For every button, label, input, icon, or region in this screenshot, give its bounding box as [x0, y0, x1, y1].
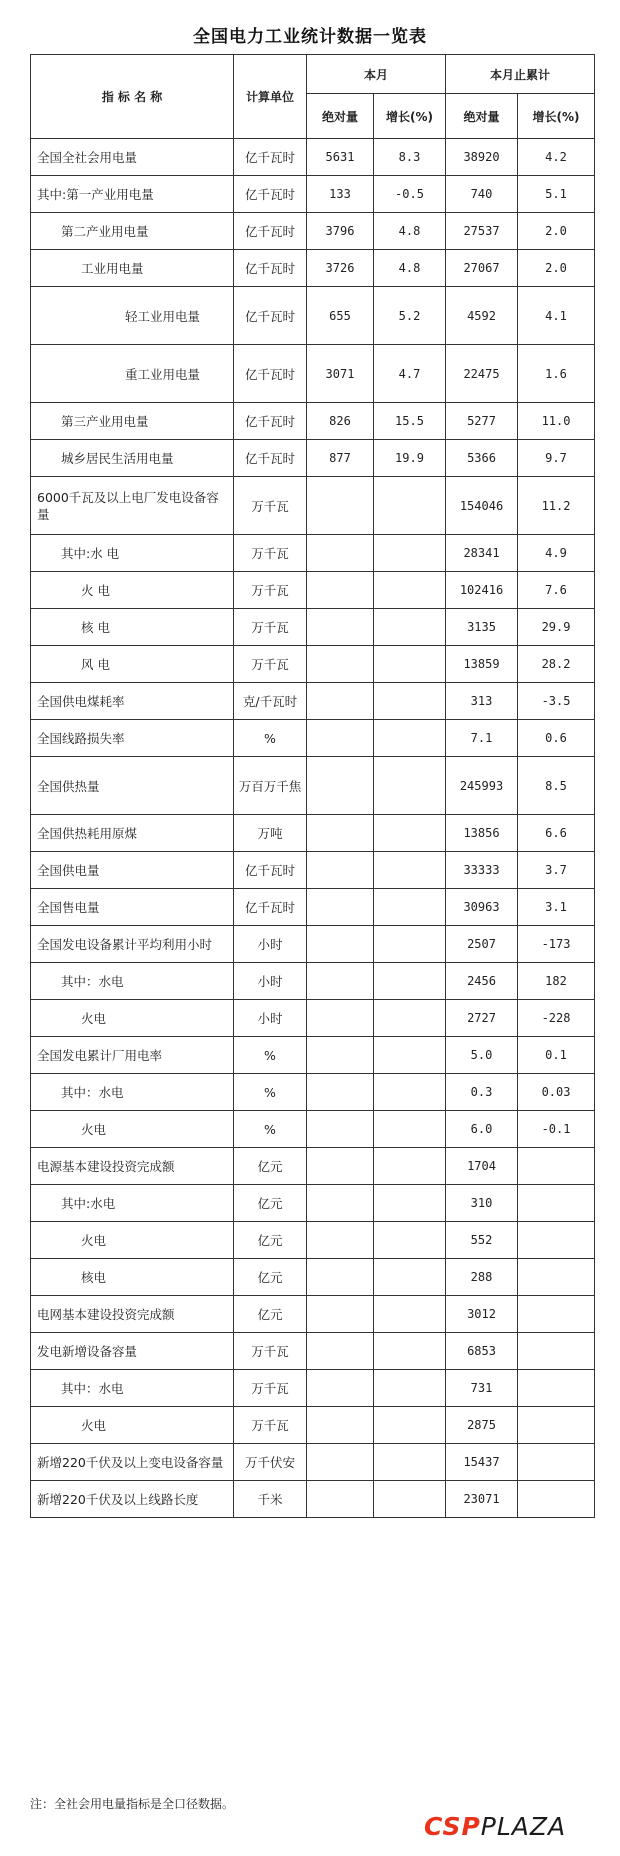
row-cumulative-absolute: 552 [446, 1222, 518, 1259]
row-label-text: 全国全社会用电量 [37, 150, 138, 165]
row-cumulative-absolute: 38920 [446, 139, 518, 176]
row-month-growth [374, 1222, 446, 1259]
row-month-absolute [307, 1333, 374, 1370]
row-label [31, 1037, 234, 1074]
row-cumulative-growth [518, 1148, 595, 1185]
row-month-growth [374, 1333, 446, 1370]
row-label [31, 1111, 234, 1148]
table-row [31, 1333, 595, 1370]
row-label-text: 全国供热耗用原煤 [37, 826, 138, 841]
row-unit: 亿元 [234, 1185, 307, 1222]
row-label-text: 发电新增设备容量 [37, 1344, 138, 1359]
row-label [31, 1296, 234, 1333]
row-month-growth [374, 720, 446, 757]
table-row [31, 250, 595, 287]
row-label-text: 火电 [81, 1418, 107, 1433]
row-month-growth [374, 815, 446, 852]
row-cumulative-absolute: 5.0 [446, 1037, 518, 1074]
table-row [31, 1444, 595, 1481]
row-cumulative-growth: -3.5 [518, 683, 595, 720]
row-cumulative-growth: 3.1 [518, 889, 595, 926]
row-month-growth [374, 1296, 446, 1333]
row-month-growth [374, 609, 446, 646]
row-cumulative-absolute: 2727 [446, 1000, 518, 1037]
row-label-text: 全国发电累计厂用电率 [37, 1048, 163, 1063]
row-month-growth [374, 1037, 446, 1074]
logo-part-1: CSP [424, 1812, 481, 1841]
table-row [31, 1000, 595, 1037]
row-unit: 万千瓦 [234, 1370, 307, 1407]
row-label [31, 1074, 234, 1111]
row-unit: 万千瓦 [234, 1333, 307, 1370]
row-month-absolute [307, 572, 374, 609]
row-cumulative-growth [518, 1259, 595, 1296]
row-cumulative-growth: 28.2 [518, 646, 595, 683]
header-unit: 计算单位 [234, 55, 307, 139]
row-month-growth: 5.2 [374, 287, 446, 345]
row-label-text: 全国供电煤耗率 [37, 694, 125, 709]
row-month-growth [374, 572, 446, 609]
row-cumulative-absolute: 6853 [446, 1333, 518, 1370]
table-row [31, 852, 595, 889]
row-label [31, 1333, 234, 1370]
row-unit: 小时 [234, 1000, 307, 1037]
table-row [31, 213, 595, 250]
row-label-text: 6000千瓦及以上电厂发电设备容量 [37, 489, 219, 522]
row-cumulative-absolute: 288 [446, 1259, 518, 1296]
row-month-absolute [307, 815, 374, 852]
row-cumulative-growth: 0.6 [518, 720, 595, 757]
row-label-text: 其中:水 电 [61, 546, 120, 561]
row-label-text: 其中:第一产业用电量 [37, 187, 154, 202]
row-cumulative-growth: 4.9 [518, 535, 595, 572]
row-label-text: 火 电 [81, 583, 110, 598]
table-row [31, 403, 595, 440]
row-cumulative-absolute: 2507 [446, 926, 518, 963]
row-cumulative-growth: -173 [518, 926, 595, 963]
row-month-absolute: 133 [307, 176, 374, 213]
row-cumulative-growth: 2.0 [518, 250, 595, 287]
csp-plaza-logo [424, 1812, 566, 1841]
row-cumulative-absolute: 0.3 [446, 1074, 518, 1111]
row-unit: 万吨 [234, 815, 307, 852]
table-row [31, 1222, 595, 1259]
row-label-text: 重工业用电量 [125, 366, 201, 382]
row-cumulative-growth: 4.2 [518, 139, 595, 176]
row-cumulative-growth: 11.0 [518, 403, 595, 440]
row-cumulative-growth: 6.6 [518, 815, 595, 852]
row-label-text: 全国供电量 [37, 863, 100, 878]
table-row [31, 1074, 595, 1111]
row-unit: 万百万千焦 [234, 757, 307, 815]
row-label-text: 全国发电设备累计平均利用小时 [37, 937, 213, 952]
row-unit: % [234, 1037, 307, 1074]
table-row [31, 1148, 595, 1185]
row-label [31, 1185, 234, 1222]
row-month-growth [374, 889, 446, 926]
row-cumulative-absolute: 13856 [446, 815, 518, 852]
row-cumulative-absolute: 23071 [446, 1481, 518, 1518]
table-row [31, 683, 595, 720]
row-month-absolute [307, 1185, 374, 1222]
row-month-growth: 19.9 [374, 440, 446, 477]
row-unit: 万千瓦 [234, 646, 307, 683]
row-month-absolute [307, 477, 374, 535]
row-label [31, 403, 234, 440]
table-row [31, 477, 595, 535]
row-label [31, 213, 234, 250]
row-month-absolute [307, 1407, 374, 1444]
row-label-text: 风 电 [81, 657, 110, 672]
row-unit: 亿千瓦时 [234, 889, 307, 926]
row-month-absolute [307, 852, 374, 889]
header-month-growth: 增长(%) [374, 94, 446, 139]
row-cumulative-absolute: 1704 [446, 1148, 518, 1185]
row-cumulative-growth [518, 1222, 595, 1259]
row-label-text: 城乡居民生活用电量 [61, 451, 174, 466]
row-unit: % [234, 720, 307, 757]
row-label-text: 第三产业用电量 [61, 414, 149, 429]
footnote: 注：全社会用电量指标是全口径数据。 [30, 1797, 235, 1811]
table-row [31, 646, 595, 683]
row-label [31, 440, 234, 477]
row-label-text: 其中:水电 [61, 1196, 116, 1211]
row-label-text: 电源基本建设投资完成额 [37, 1159, 175, 1174]
row-month-absolute [307, 1296, 374, 1333]
row-month-growth [374, 1444, 446, 1481]
row-cumulative-absolute: 7.1 [446, 720, 518, 757]
row-month-growth [374, 477, 446, 535]
row-cumulative-growth [518, 1481, 595, 1518]
row-month-growth: 8.3 [374, 139, 446, 176]
table-row [31, 609, 595, 646]
row-month-absolute [307, 889, 374, 926]
row-label [31, 176, 234, 213]
stats-table [30, 54, 595, 1518]
row-cumulative-absolute: 310 [446, 1185, 518, 1222]
row-month-growth [374, 852, 446, 889]
row-month-absolute: 3796 [307, 213, 374, 250]
row-month-growth [374, 1407, 446, 1444]
table-row [31, 440, 595, 477]
row-unit: 亿千瓦时 [234, 287, 307, 345]
row-unit: 千米 [234, 1481, 307, 1518]
row-label-text: 火电 [81, 1122, 107, 1137]
table-row [31, 1407, 595, 1444]
row-month-growth [374, 646, 446, 683]
row-label-text: 核 电 [81, 620, 110, 635]
row-cumulative-growth [518, 1370, 595, 1407]
header-month-absolute: 绝对量 [307, 94, 374, 139]
row-label [31, 1000, 234, 1037]
row-unit: 万千瓦 [234, 1407, 307, 1444]
row-unit: 亿元 [234, 1259, 307, 1296]
row-cumulative-absolute: 102416 [446, 572, 518, 609]
row-month-absolute: 5631 [307, 139, 374, 176]
row-cumulative-growth: 11.2 [518, 477, 595, 535]
row-unit: 亿千瓦时 [234, 139, 307, 176]
row-cumulative-growth: -228 [518, 1000, 595, 1037]
row-month-absolute [307, 535, 374, 572]
row-month-growth: 4.8 [374, 213, 446, 250]
row-cumulative-absolute: 28341 [446, 535, 518, 572]
row-month-absolute [307, 963, 374, 1000]
table-row [31, 1296, 595, 1333]
row-cumulative-absolute: 5366 [446, 440, 518, 477]
row-month-absolute: 3071 [307, 345, 374, 403]
row-label-text: 全国售电量 [37, 900, 100, 915]
row-unit: 亿元 [234, 1296, 307, 1333]
table-row [31, 535, 595, 572]
table-row [31, 1370, 595, 1407]
row-cumulative-absolute: 731 [446, 1370, 518, 1407]
row-month-absolute [307, 1222, 374, 1259]
table-row [31, 889, 595, 926]
header-cumulative: 本月止累计 [446, 55, 595, 94]
row-cumulative-growth: 5.1 [518, 176, 595, 213]
row-month-absolute: 655 [307, 287, 374, 345]
table-row [31, 926, 595, 963]
row-cumulative-growth [518, 1407, 595, 1444]
row-month-growth [374, 1148, 446, 1185]
row-month-absolute [307, 720, 374, 757]
row-cumulative-absolute: 22475 [446, 345, 518, 403]
row-label [31, 963, 234, 1000]
row-unit: 万千瓦 [234, 477, 307, 535]
row-label-text: 其中：水电 [61, 1085, 124, 1100]
row-month-growth: 4.8 [374, 250, 446, 287]
row-cumulative-absolute: 4592 [446, 287, 518, 345]
row-unit: 亿千瓦时 [234, 345, 307, 403]
row-unit: 万千伏安 [234, 1444, 307, 1481]
row-cumulative-growth: 1.6 [518, 345, 595, 403]
table-row [31, 1481, 595, 1518]
table-row [31, 1185, 595, 1222]
table-row [31, 720, 595, 757]
row-label [31, 757, 234, 815]
table-row [31, 757, 595, 815]
row-cumulative-absolute: 27537 [446, 213, 518, 250]
row-month-growth [374, 1000, 446, 1037]
row-month-growth [374, 1259, 446, 1296]
row-label [31, 646, 234, 683]
row-month-absolute [307, 1037, 374, 1074]
row-label [31, 572, 234, 609]
row-unit: 万千瓦 [234, 609, 307, 646]
row-unit: 万千瓦 [234, 572, 307, 609]
row-month-absolute [307, 646, 374, 683]
row-label [31, 535, 234, 572]
row-month-absolute [307, 1444, 374, 1481]
row-month-absolute [307, 1259, 374, 1296]
row-label [31, 1481, 234, 1518]
row-label [31, 926, 234, 963]
row-cumulative-growth: -0.1 [518, 1111, 595, 1148]
row-cumulative-growth: 8.5 [518, 757, 595, 815]
row-label-text: 其中：水电 [61, 1381, 124, 1396]
row-label [31, 477, 234, 535]
row-label-text: 轻工业用电量 [125, 308, 201, 324]
row-cumulative-absolute: 3135 [446, 609, 518, 646]
row-month-absolute [307, 1111, 374, 1148]
row-label [31, 139, 234, 176]
row-cumulative-growth: 3.7 [518, 852, 595, 889]
row-cumulative-absolute: 245993 [446, 757, 518, 815]
table-row [31, 139, 595, 176]
row-label-text: 火电 [81, 1233, 107, 1248]
row-month-absolute [307, 1481, 374, 1518]
row-label-text: 新增220千伏及以上线路长度 [37, 1492, 199, 1507]
row-cumulative-growth: 4.1 [518, 287, 595, 345]
row-month-growth [374, 757, 446, 815]
row-label [31, 720, 234, 757]
row-month-growth: 15.5 [374, 403, 446, 440]
row-label-text: 其中：水电 [61, 974, 124, 989]
row-month-absolute [307, 1148, 374, 1185]
row-unit: % [234, 1074, 307, 1111]
row-unit: 亿千瓦时 [234, 176, 307, 213]
row-month-growth [374, 1481, 446, 1518]
row-label-text: 工业用电量 [81, 261, 144, 276]
row-month-growth [374, 683, 446, 720]
header-cumulative-growth: 增长(%) [518, 94, 595, 139]
row-label [31, 1259, 234, 1296]
row-label [31, 683, 234, 720]
row-unit: 亿千瓦时 [234, 852, 307, 889]
row-unit: 万千瓦 [234, 535, 307, 572]
row-label [31, 250, 234, 287]
row-cumulative-growth: 182 [518, 963, 595, 1000]
row-label [31, 609, 234, 646]
row-unit: 亿千瓦时 [234, 213, 307, 250]
row-label-text: 第二产业用电量 [61, 224, 149, 239]
row-cumulative-growth [518, 1185, 595, 1222]
row-label [31, 889, 234, 926]
row-cumulative-absolute: 13859 [446, 646, 518, 683]
row-month-growth [374, 1370, 446, 1407]
row-cumulative-growth: 0.03 [518, 1074, 595, 1111]
row-unit: 小时 [234, 963, 307, 1000]
row-month-absolute: 3726 [307, 250, 374, 287]
row-cumulative-growth: 2.0 [518, 213, 595, 250]
row-month-absolute [307, 1370, 374, 1407]
row-month-absolute [307, 1074, 374, 1111]
row-month-growth [374, 535, 446, 572]
row-cumulative-absolute: 154046 [446, 477, 518, 535]
logo-part-2: PLAZA [480, 1812, 567, 1841]
row-month-growth [374, 926, 446, 963]
row-cumulative-absolute: 27067 [446, 250, 518, 287]
row-label [31, 287, 234, 345]
row-cumulative-growth: 29.9 [518, 609, 595, 646]
row-cumulative-absolute: 30963 [446, 889, 518, 926]
row-cumulative-absolute: 15437 [446, 1444, 518, 1481]
page-title: 全国电力工业统计数据一览表 [193, 27, 427, 47]
row-unit: 小时 [234, 926, 307, 963]
row-cumulative-growth: 9.7 [518, 440, 595, 477]
row-label-text: 全国线路损失率 [37, 731, 125, 746]
row-month-growth [374, 1185, 446, 1222]
row-month-absolute: 877 [307, 440, 374, 477]
row-label-text: 电网基本建设投资完成额 [37, 1307, 175, 1322]
row-label [31, 1407, 234, 1444]
row-label-text: 新增220千伏及以上变电设备容量 [37, 1455, 224, 1470]
row-cumulative-absolute: 3012 [446, 1296, 518, 1333]
row-cumulative-absolute: 740 [446, 176, 518, 213]
row-label [31, 345, 234, 403]
row-unit: % [234, 1111, 307, 1148]
row-month-growth [374, 1111, 446, 1148]
row-cumulative-absolute: 5277 [446, 403, 518, 440]
table-body [31, 139, 595, 1518]
row-cumulative-growth [518, 1296, 595, 1333]
row-label [31, 1222, 234, 1259]
row-month-growth: -0.5 [374, 176, 446, 213]
row-label [31, 1370, 234, 1407]
table-row [31, 176, 595, 213]
table-row [31, 287, 595, 345]
row-unit: 亿千瓦时 [234, 250, 307, 287]
row-unit: 亿元 [234, 1148, 307, 1185]
table-row [31, 345, 595, 403]
row-month-absolute [307, 683, 374, 720]
row-cumulative-absolute: 6.0 [446, 1111, 518, 1148]
row-month-growth: 4.7 [374, 345, 446, 403]
row-cumulative-absolute: 2875 [446, 1407, 518, 1444]
row-cumulative-growth: 0.1 [518, 1037, 595, 1074]
row-unit: 亿元 [234, 1222, 307, 1259]
row-month-absolute [307, 609, 374, 646]
row-cumulative-growth [518, 1333, 595, 1370]
row-cumulative-absolute: 2456 [446, 963, 518, 1000]
row-label [31, 1444, 234, 1481]
row-cumulative-growth [518, 1444, 595, 1481]
row-cumulative-absolute: 313 [446, 683, 518, 720]
row-month-absolute [307, 757, 374, 815]
header-month: 本月 [307, 55, 446, 94]
row-label-text: 全国供热量 [37, 778, 100, 794]
row-unit: 亿千瓦时 [234, 440, 307, 477]
row-unit: 克/千瓦时 [234, 683, 307, 720]
table-row [31, 963, 595, 1000]
header-cumulative-absolute: 绝对量 [446, 94, 518, 139]
table-row [31, 815, 595, 852]
table-row [31, 572, 595, 609]
row-month-absolute [307, 926, 374, 963]
row-month-absolute: 826 [307, 403, 374, 440]
table-row [31, 1259, 595, 1296]
row-label-text: 核电 [81, 1270, 107, 1285]
row-month-growth [374, 963, 446, 1000]
table-row [31, 1111, 595, 1148]
row-label [31, 1148, 234, 1185]
row-month-growth [374, 1074, 446, 1111]
row-month-absolute [307, 1000, 374, 1037]
row-label [31, 852, 234, 889]
row-unit: 亿千瓦时 [234, 403, 307, 440]
row-cumulative-growth: 7.6 [518, 572, 595, 609]
row-label [31, 815, 234, 852]
row-cumulative-absolute: 33333 [446, 852, 518, 889]
header-indicator: 指 标 名 称 [31, 55, 234, 139]
table-row [31, 1037, 595, 1074]
row-label-text: 火电 [81, 1011, 107, 1026]
